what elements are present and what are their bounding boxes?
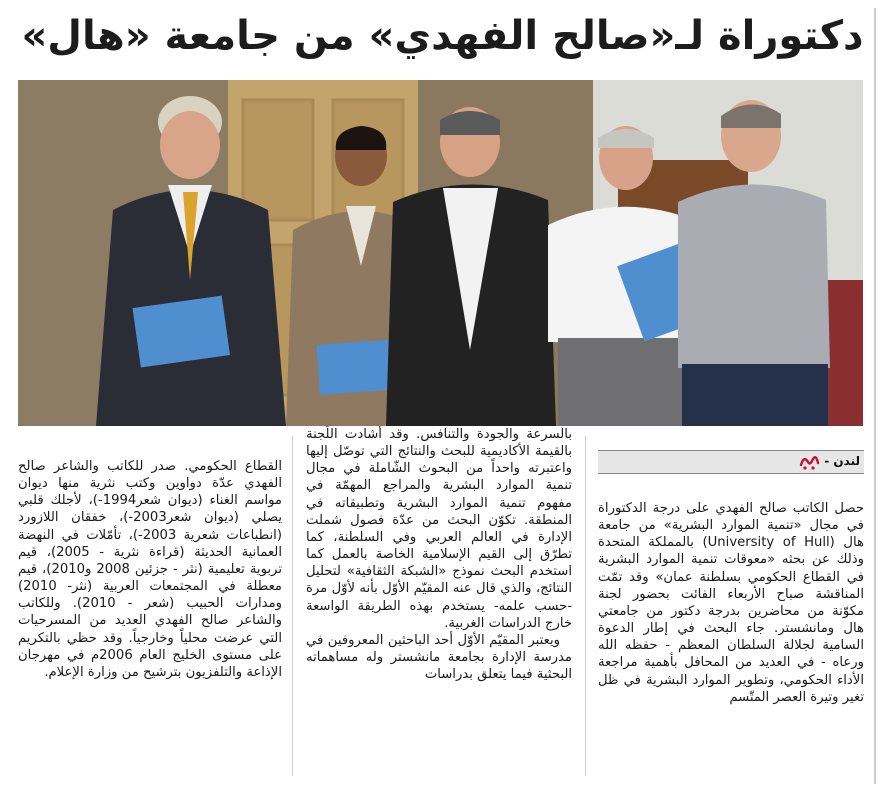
article-paragraph: ويعتبر المقيّم الأوّل أحد الباحثين المعروفين في مدرسة الإدارة بجامعة مانشستر وله مساهماته البحثية فيما يتعلق بدراسات [306,632,572,683]
article-column-left [18,458,282,780]
newspaper-logo-icon [798,453,820,471]
article-paragraph: القطاع الحكومي. صدر للكاتب والشاعر صالح الفهدي عدّة دواوين وكتب نثرية منها ديوان مواسم الغناء (ديوان شعر1994-)، لأجلك قلبي يصلي (ديوان شعر2003-)، خفقان اللازورد (انطباعات شعرية 2003-)، تأمّلات في النهضة العمانية الحديثة (قراءة نثرية - 2005)، قيم تربوية تعليمية (نثر - جزئين 2008 و2010)، قيم معطلة في المجتمعات العربية (نثر- 2010) ومدارات الحبيب (شعر - 2010). وللكاتب والشاعر صالح الفهدي العديد من المسرحيات التي عرضت محلياً وخارجياً. وقد حظي بالتكريم على مستوى الخليج العام 2006م في مهرجان الإذاعة والتلفزيون بترشيح من وزارة الإعلام. [18,459,282,680]
article-paragraph: بالسرعة والجودة والتنافس. وقد أشادت اللّجنة بالقيمة الأكاديمية للبحث والنتائج التي توصّل إليها واعتبرته واحداً من البحوث الشّاملة في مجال تنمية الموارد البشرية والمراجع المهمّة في مفهوم تنمية الموارد البشرية وتطبيقاته في المنطقة. تكوّن البحث من عدّة فصول شملت الإدارة في العالم العربي وفي السلطنة، كما تطرّق إلى القيم الإسلامية الخاصة بالعمل كما استخدم البحث نموذج «الشبكة الثقافية» لتحليل النتائج، والذي قال عنه المقيّم الأوّل بأنه لأوّل مرة -حسب علمه- يستخدم بهذه الطريقة الواسعة خارج الدراسات الغربية. [306,427,572,631]
article-photo [18,80,863,426]
group-photo-illustration [18,80,863,426]
page-edge-rule [874,8,876,784]
article-column-right [598,500,864,780]
dateline-bar [598,450,864,474]
article-headline: دكتوراة لـ«صالح الفهدي» من جامعة «هال» [21,13,864,59]
article-column-middle [306,426,572,780]
dateline-city: لندن - [824,454,860,468]
column-divider [585,436,586,776]
column-divider [292,436,293,776]
article-paragraph: حصل الكاتب صالح الفهدي على درجة الدكتوراة في مجال «تنمية الموارد البشرية» من جامعة هال (University of Hull) بالمملكة المتحدة وذلك عن بحثه «معوقات تنمية الموارد البشرية في القطاع الحكومي بسلطنة عمان» وقد تمّت المناقشة صباح الأربعاء الفائت بحضور لجنة مكوّنة من محاضرين بدرجة دكتور من جامعتي هال ومانشستر. جاء البحث في إطار الدعوة السامية لجلالة السلطان المعظم - حفظه الله ورعاه - في العديد من المحافل بأهمية مراجعة الأداء الحكومي، وتطوير الموارد البشرية في ظل تغير وتيرة العصر المتّسم [598,501,864,705]
